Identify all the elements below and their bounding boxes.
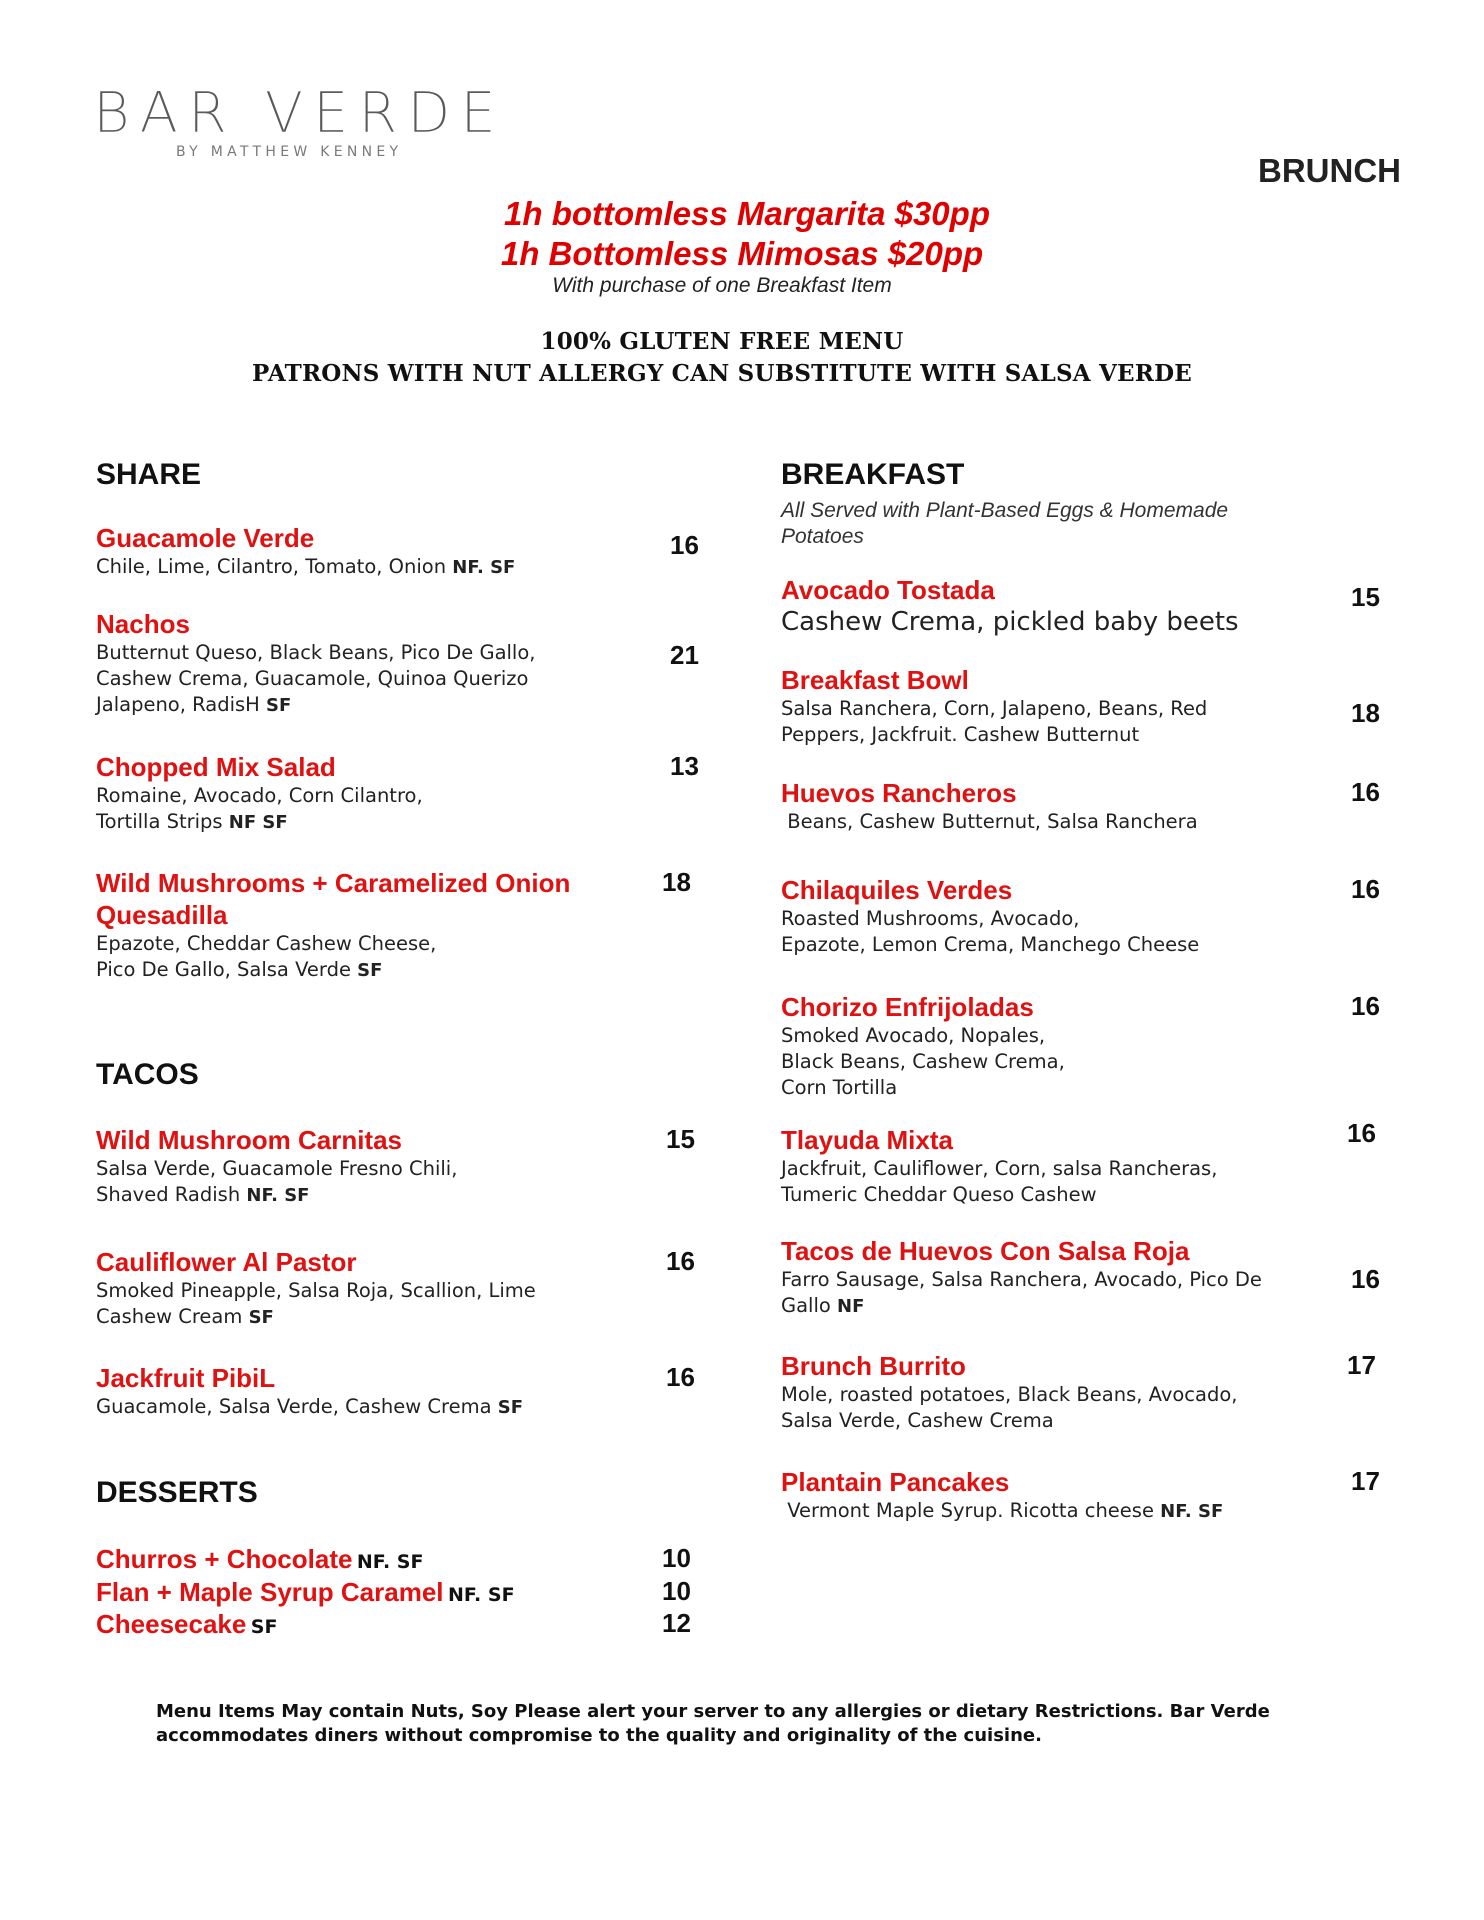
- item-price: 16: [1351, 874, 1380, 904]
- item-desc: Cashew Crema, pickled baby beets: [781, 607, 1239, 637]
- menu-item: [96, 1124, 616, 1209]
- item-desc: Farro Sausage, Salsa Ranchera, Avocado, Pico De Gallo NF: [781, 1268, 1262, 1317]
- item-desc: Salsa Ranchera, Corn, Jalapeno, Beans, Red Peppers, Jackfruit. Cashew Butternut: [781, 697, 1208, 746]
- menu-item: [96, 867, 616, 984]
- item-price: 18: [662, 867, 691, 897]
- menu-item: [781, 574, 1301, 638]
- item-price: 15: [666, 1124, 695, 1154]
- section-title-share: SHARE: [96, 458, 202, 491]
- left-column: [96, 0, 699, 1920]
- item-price: 16: [1351, 991, 1380, 1021]
- item-name: Chilaquiles Verdes: [781, 875, 1013, 905]
- item-desc: Epazote, Cheddar Cashew Cheese, Pico De Gallo, Salsa Verde SF: [96, 932, 437, 981]
- menu-item: [96, 1246, 616, 1331]
- item-name: Flan + Maple Syrup Caramel: [96, 1577, 444, 1607]
- section-title-breakfast: BREAKFAST: [781, 458, 965, 491]
- menu-item: [781, 874, 1301, 958]
- item-name: Huevos Rancheros: [781, 778, 1017, 808]
- menu-item: [781, 1124, 1301, 1208]
- menu-item: [781, 1466, 1301, 1525]
- brand-name: BAR VERDE: [93, 81, 506, 146]
- item-price: 21: [670, 640, 699, 670]
- item-tag: NF. SF: [447, 1584, 515, 1606]
- breakfast-subtitle: All Served with Plant-Based Eggs & Homemade Potatoes: [781, 499, 1229, 548]
- promo-mimosas: 1h Bottomless Mimosas $20pp: [500, 235, 984, 272]
- item-price: 15: [1351, 582, 1380, 612]
- item-price: 16: [1351, 1264, 1380, 1294]
- item-desc: Mole, roasted potatoes, Black Beans, Avocado, Salsa Verde, Cashew Crema: [781, 1383, 1238, 1432]
- item-desc: Romaine, Avocado, Corn Cilantro, Tortilla Strips NF SF: [96, 784, 423, 833]
- menu-item: [96, 751, 616, 836]
- item-price: 12: [662, 1608, 691, 1638]
- item-desc: Vermont Maple Syrup. Ricotta cheese NF. SF: [781, 1499, 1224, 1522]
- promo-note: With purchase of one Breakfast Item: [552, 274, 892, 297]
- item-name: Chorizo Enfrijoladas: [781, 992, 1034, 1022]
- gluten-free-notice: 100% GLUTEN FREE MENU: [540, 328, 904, 355]
- item-name: Breakfast Bowl: [781, 665, 969, 695]
- item-name: Chopped Mix Salad: [96, 752, 336, 782]
- item-desc: Guacamole, Salsa Verde, Cashew Crema SF: [96, 1395, 523, 1418]
- menu-item: [96, 608, 616, 719]
- item-desc: Roasted Mushrooms, Avocado, Epazote, Lemon Crema, Manchego Cheese: [781, 907, 1200, 956]
- item-name: Brunch Burrito: [781, 1351, 966, 1381]
- menu-item: [781, 991, 1301, 1101]
- right-column: [781, 0, 1381, 1920]
- item-name: Nachos: [96, 609, 190, 639]
- item-desc: Smoked Avocado, Nopales, Black Beans, Cashew Crema, Corn Tortilla: [781, 1024, 1065, 1099]
- item-price: 10: [662, 1543, 691, 1573]
- item-desc: Beans, Cashew Butternut, Salsa Ranchera: [781, 810, 1198, 833]
- item-name: Wild Mushroom Carnitas: [96, 1125, 403, 1155]
- dessert-item: [96, 1543, 423, 1575]
- item-desc: Smoked Pineapple, Salsa Roja, Scallion, Lime Cashew Cream SF: [96, 1279, 536, 1328]
- item-desc: Chile, Lime, Cilantro, Tomato, Onion NF. SF: [96, 555, 516, 578]
- menu-item: [781, 777, 1301, 835]
- section-title-tacos: TACOS: [96, 1058, 199, 1091]
- item-name: Guacamole Verde: [96, 523, 315, 553]
- item-price: 18: [1351, 698, 1380, 728]
- section-title-desserts: DESSERTS: [96, 1476, 258, 1509]
- menu-item: [781, 1350, 1301, 1434]
- item-price: 16: [666, 1246, 695, 1276]
- item-desc: Jackfruit, Cauliflower, Corn, salsa Rancheras, Tumeric Cheddar Queso Cashew: [781, 1157, 1218, 1206]
- item-name: Cauliflower Al Pastor: [96, 1247, 357, 1277]
- item-name: Jackfruit PibiL: [96, 1363, 276, 1393]
- item-tag: NF. SF: [356, 1551, 424, 1573]
- item-price: 16: [1351, 777, 1380, 807]
- item-price: 13: [670, 751, 699, 781]
- item-name: Churros + Chocolate: [96, 1544, 353, 1574]
- item-price: 16: [670, 530, 699, 560]
- dessert-item: [96, 1576, 515, 1608]
- item-price: 17: [1347, 1350, 1376, 1380]
- item-tag: SF: [250, 1616, 278, 1638]
- menu-item: [96, 522, 616, 581]
- menu-item: [96, 1362, 616, 1421]
- item-price: 16: [1347, 1118, 1376, 1148]
- item-price: 17: [1351, 1466, 1380, 1496]
- item-desc: Salsa Verde, Guacamole Fresno Chili, Shaved Radish NF. SF: [96, 1157, 458, 1206]
- item-name: Tlayuda Mixta: [781, 1125, 953, 1155]
- promo-margarita: 1h bottomless Margarita $30pp: [504, 195, 990, 232]
- menu-item: [781, 1235, 1341, 1320]
- item-desc: Butternut Queso, Black Beans, Pico De Gallo, Cashew Crema, Guacamole, Quinoa Querizo Jalapeno, RadisH SF: [96, 641, 536, 716]
- menu-item: [781, 664, 1301, 748]
- item-name: Wild Mushrooms + Caramelized Onion Quesadilla: [96, 868, 571, 930]
- dessert-item: [96, 1608, 277, 1640]
- item-name: Cheesecake: [96, 1609, 247, 1639]
- nut-allergy-notice: PATRONS WITH NUT ALLERGY CAN SUBSTITUTE WITH SALSA VERDE: [252, 360, 1192, 387]
- item-name: Plantain Pancakes: [781, 1467, 1010, 1497]
- brand-byline: BY MATTHEW KENNEY: [176, 144, 403, 160]
- page-title: BRUNCH: [1258, 152, 1401, 189]
- item-price: 10: [662, 1576, 691, 1606]
- allergy-disclaimer: Menu Items May contain Nuts, Soy Please alert your server to any allergies or dietary Restrictions. Bar Verde accommodates diners without compromise to the quality and originality of the cuisine.: [156, 1701, 1270, 1746]
- item-price: 16: [666, 1362, 695, 1392]
- item-name: Avocado Tostada: [781, 575, 995, 605]
- item-name: Tacos de Huevos Con Salsa Roja: [781, 1236, 1190, 1266]
